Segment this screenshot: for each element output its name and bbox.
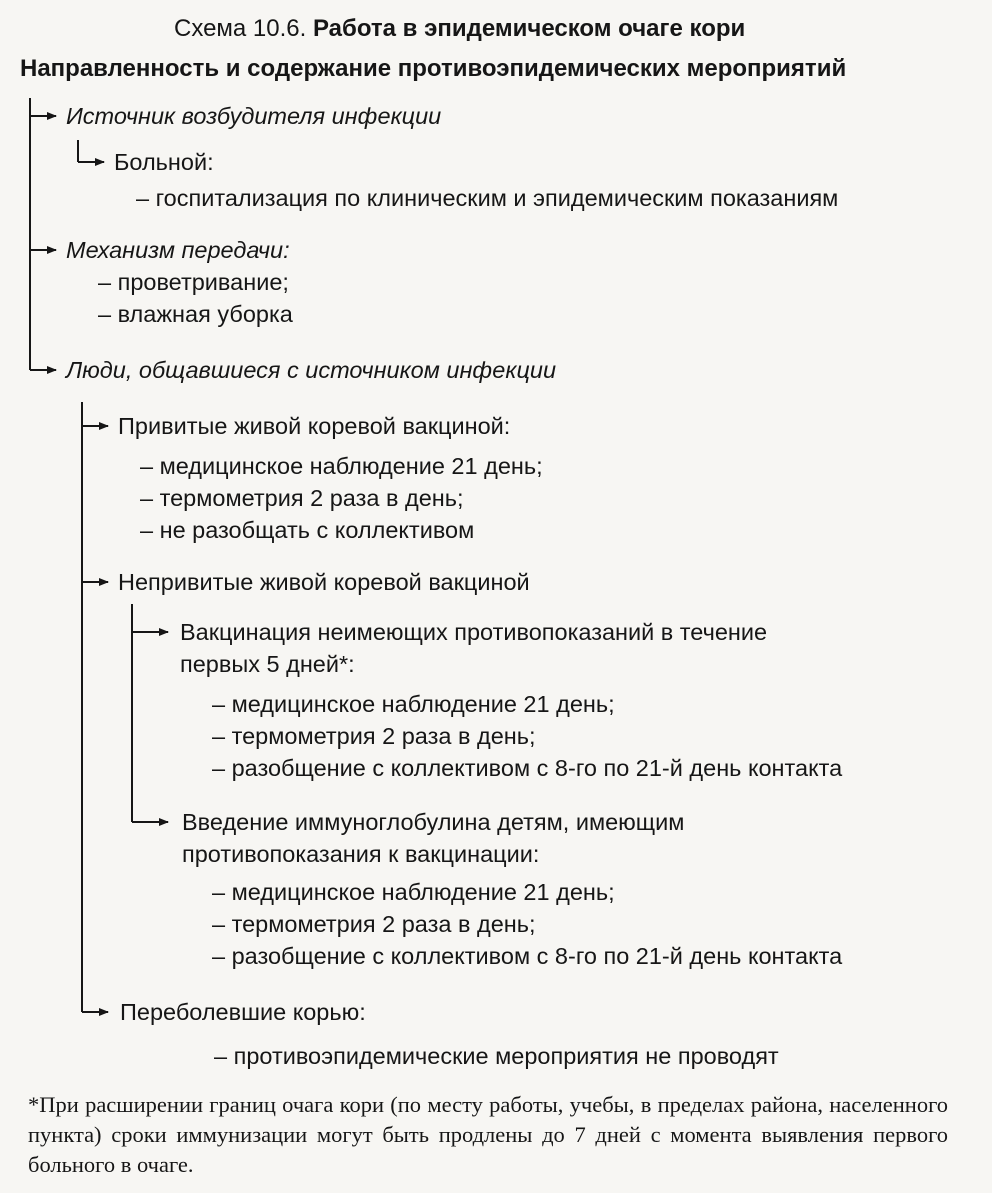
vaccination-item: – термометрия 2 раза в день;: [212, 723, 536, 749]
source-heading: Источник возбудителя инфекции: [66, 103, 442, 129]
vaccinated-item: – термометрия 2 раза в день;: [140, 485, 464, 511]
vaccinated-item: – не разобщать с коллективом: [140, 517, 475, 543]
immunoglobulin-label-line2: противопоказания к вакцинации:: [182, 841, 540, 867]
vaccination-label-line2: первых 5 дней*:: [180, 651, 355, 677]
vaccinated-item: – медицинское наблюдение 21 день;: [140, 453, 543, 479]
immunoglobulin-item: – разобщение с коллективом с 8-го по 21-й день контакта: [212, 943, 843, 969]
recovered-measure: – противоэпидемические мероприятия не проводят: [214, 1043, 779, 1069]
mechanism-item: – проветривание;: [98, 269, 289, 295]
mechanism-item: – влажная уборка: [98, 301, 293, 327]
vaccination-item: – медицинское наблюдение 21 день;: [212, 691, 615, 717]
vaccination-item: – разобщение с коллективом с 8-го по 21-й день контакта: [212, 755, 843, 781]
unvaccinated-label: Непривитые живой коревой вакциной: [118, 569, 530, 595]
scheme-title: Работа в эпидемическом очаге кори: [312, 15, 746, 42]
recovered-label: Переболевшие корью:: [120, 999, 366, 1025]
vaccination-label-line1: Вакцинация неимеющих противопоказаний в течение: [180, 619, 768, 645]
immunoglobulin-label-line1: Введение иммуноглобулина детям, имеющим: [182, 809, 685, 835]
patient-measure: – госпитализация по клиническим и эпидемическим показаниям: [136, 185, 839, 211]
contacts-heading: Люди, общавшиеся с источником инфекции: [66, 357, 557, 383]
scheme-subtitle: Направленность и содержание противоэпидемических мероприятий: [20, 55, 847, 82]
footnote: *При расширении границ очага кори (по месту работы, учебы, в пределах района, населенного пункта) сроки иммунизации могут быть продлены до 7 дней с момента выявления первого больного в очаге.: [28, 1092, 948, 1177]
immunoglobulin-item: – термометрия 2 раза в день;: [212, 911, 536, 937]
vaccinated-label: Привитые живой коревой вакциной:: [118, 413, 511, 439]
patient-label: Больной:: [114, 149, 214, 175]
scheme-prefix: Схема 10.6.: [174, 15, 307, 42]
scheme-heading: [174, 14, 745, 44]
immunoglobulin-item: – медицинское наблюдение 21 день;: [212, 879, 615, 905]
mechanism-heading: Механизм передачи:: [66, 237, 290, 263]
